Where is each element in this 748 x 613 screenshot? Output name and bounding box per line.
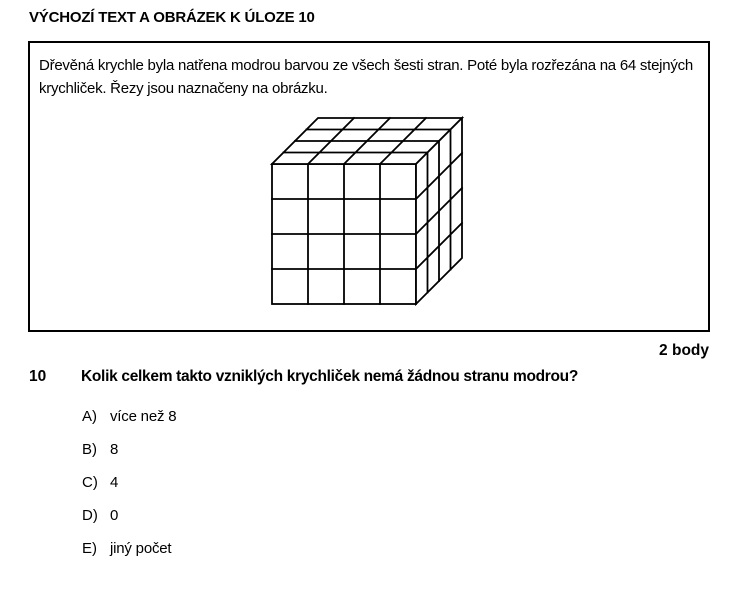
points-label: 2 body	[659, 342, 709, 359]
option-text: 0	[110, 507, 119, 524]
question-text: Kolik celkem takto vzniklých krychliček nemá žádnou stranu modrou?	[81, 368, 579, 385]
option-letter: D)	[82, 507, 98, 524]
option-letter: B)	[82, 441, 97, 458]
option-text: 4	[110, 474, 119, 491]
option-letter: E)	[82, 540, 97, 557]
section-heading: VÝCHOZÍ TEXT A OBRÁZEK K ÚLOZE 10	[29, 9, 315, 26]
source-text: Dřevěná krychle byla natřena modrou barvou ze všech šesti stran. Poté byla rozřezána na 64 stejných krychliček. Řezy jsou naznačeny na obrázku.	[39, 57, 693, 97]
option-text: více než 8	[110, 408, 177, 425]
question-number: 10	[29, 368, 47, 385]
option-text: jiný počet	[110, 540, 172, 557]
option-letter: C)	[82, 474, 98, 491]
option-text: 8	[110, 441, 119, 458]
option-letter: A)	[82, 408, 97, 425]
